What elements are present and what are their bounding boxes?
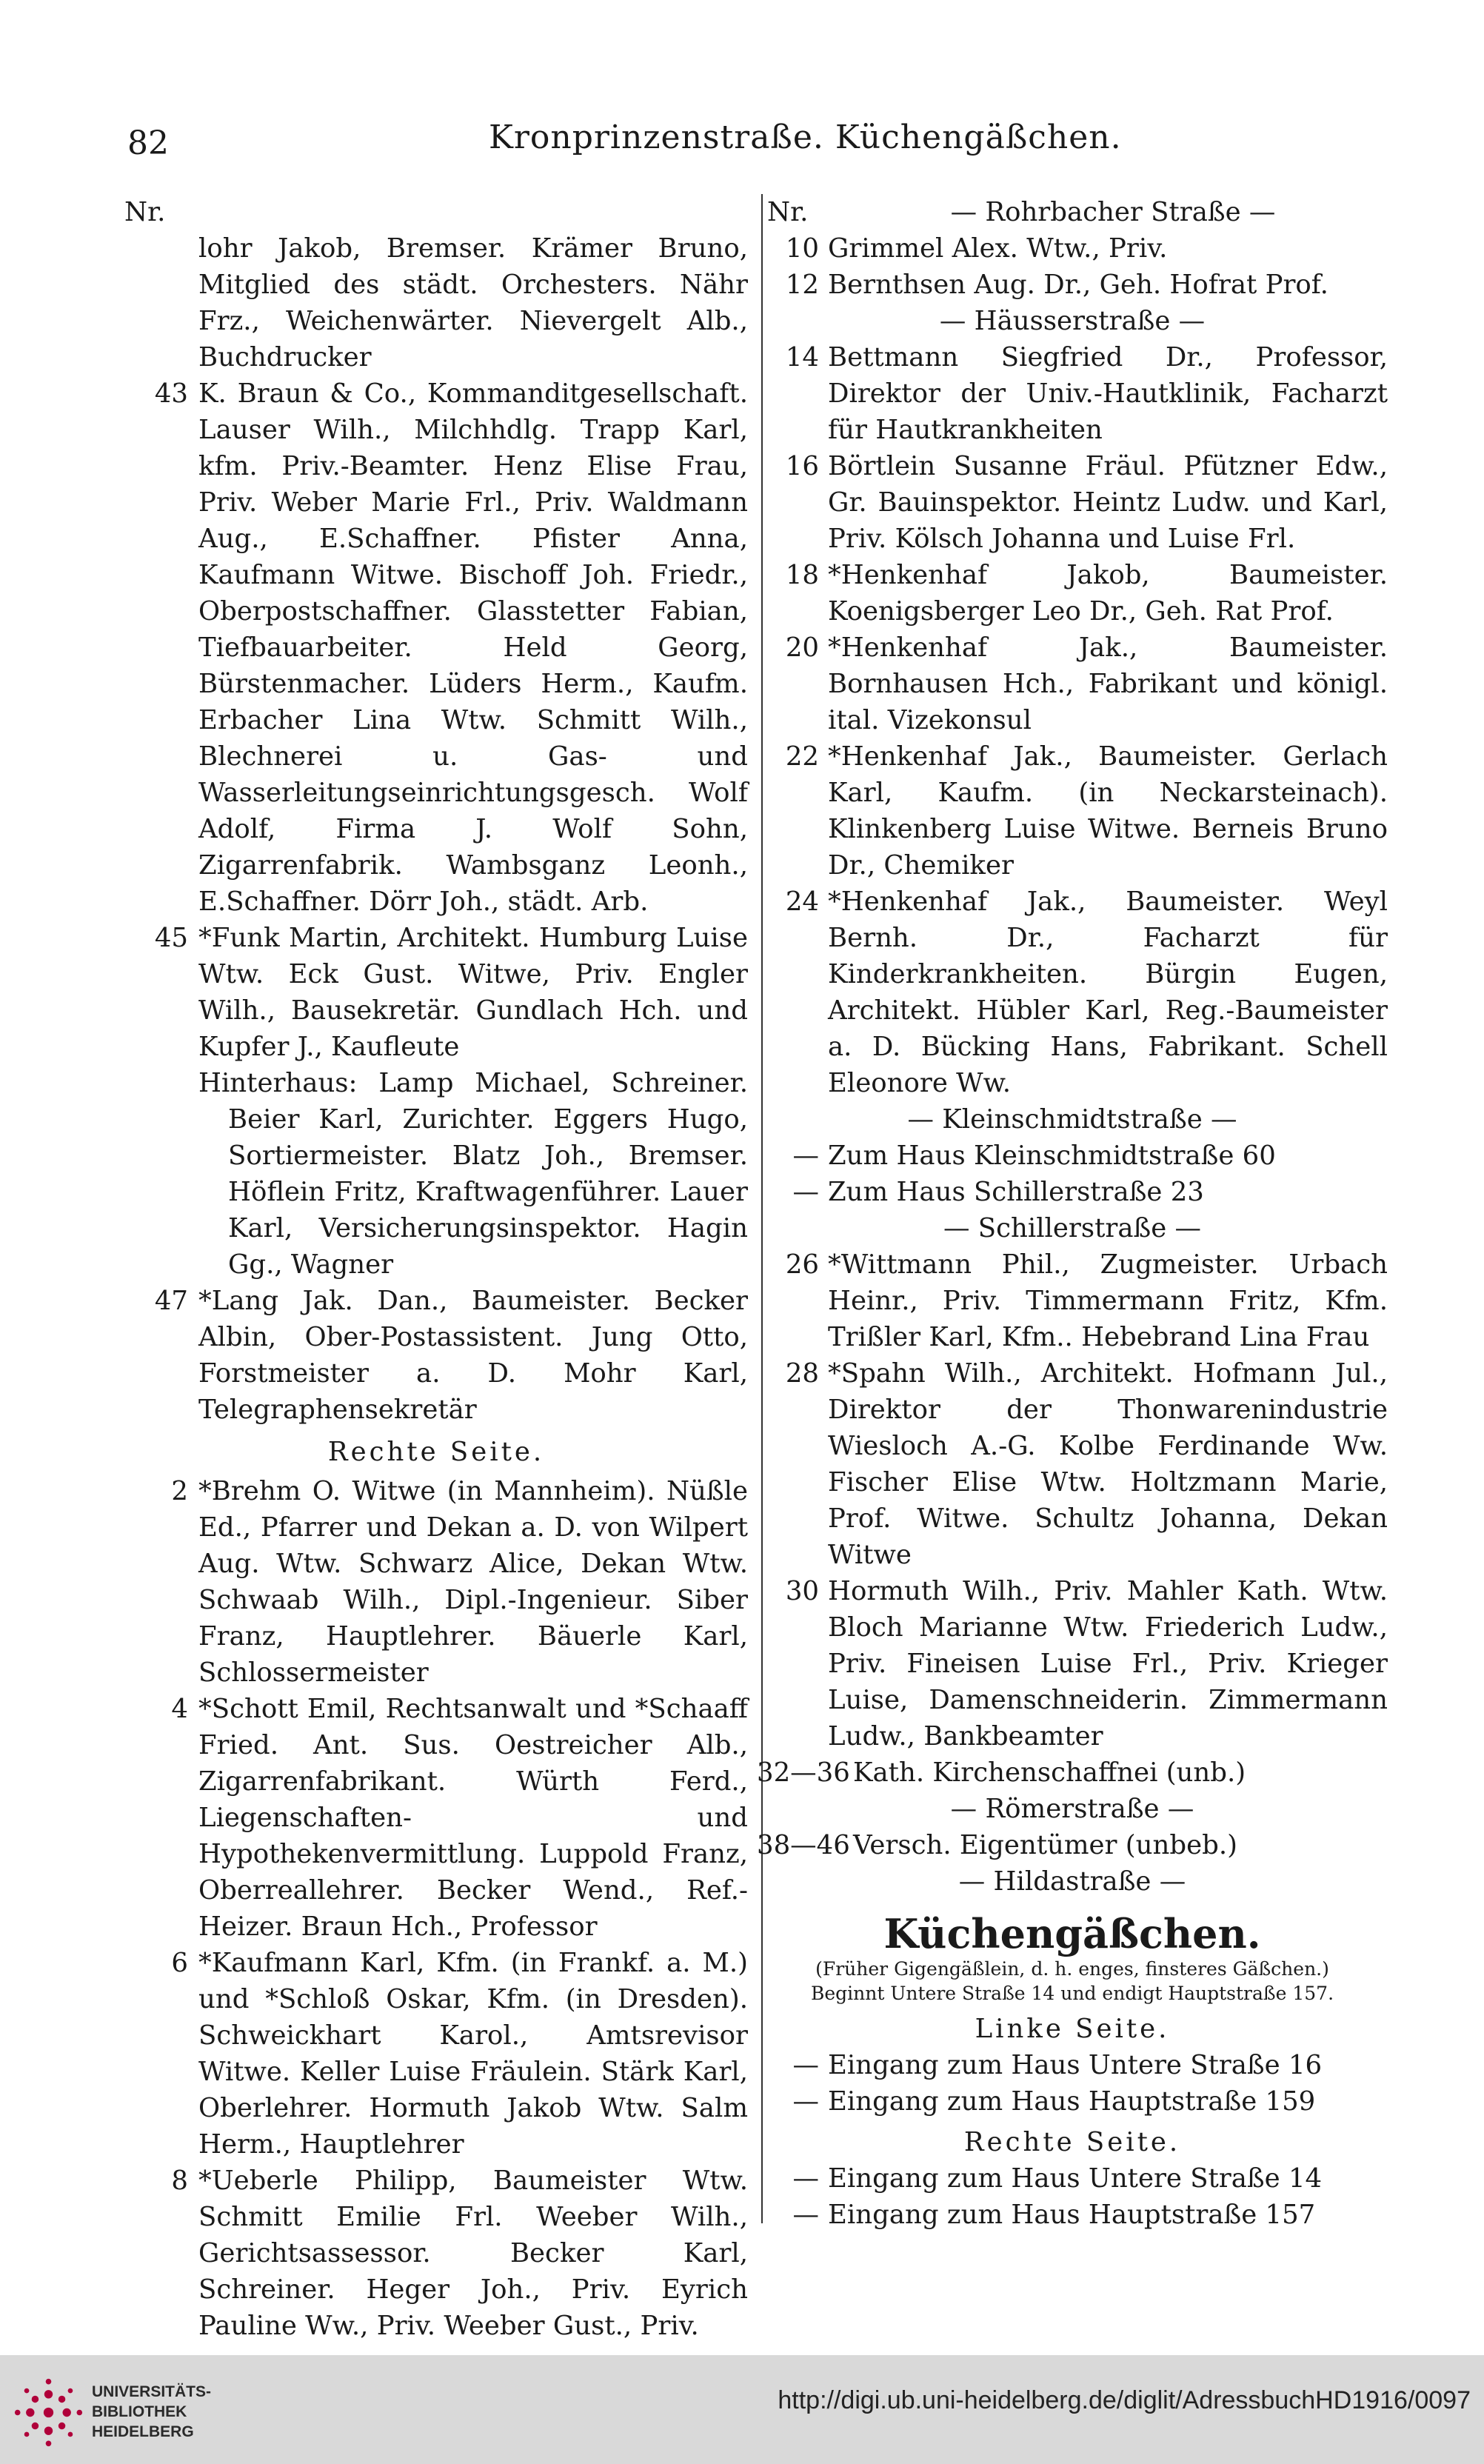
address-entry	[757, 1754, 1388, 1791]
street-heading: — Hildastraße —	[958, 1866, 1186, 1897]
street-heading: — Römerstraße —	[950, 1794, 1194, 1824]
resident-text: *Brehm O. Witwe (in Mannheim). Nüßle Ed., Pfarrer und Dekan a. D. von Wilpert Aug. Wtw. Schwarz Alice, Dekan Wtw. Schwaab Wilh., Dipl.-Ingenieur. Siber Franz, Hauptlehrer. Bäuerle Karl, Schlossermeister	[198, 1476, 748, 1688]
section-heading-rechte-seite: Rechte Seite.	[327, 1437, 545, 1467]
house-reference	[757, 2047, 1388, 2083]
footer-bar	[0, 2355, 1484, 2464]
house-number: 26	[785, 1249, 819, 1280]
left-side-references	[757, 2047, 1388, 2120]
house-number: 38—46	[757, 1830, 850, 1860]
house-number: 12	[785, 270, 819, 300]
resident-text: Zum Haus Schillerstraße 23	[828, 1177, 1204, 1207]
resident-text: Eingang zum Haus Untere Straße 16	[828, 2050, 1323, 2080]
address-entry	[124, 375, 748, 920]
house-number: 8	[171, 2166, 188, 2196]
house-reference	[757, 1174, 1388, 1210]
house-number: —	[792, 2086, 819, 2117]
left-entries	[124, 230, 748, 1428]
house-number: 22	[785, 741, 819, 772]
house-reference	[757, 2197, 1388, 2233]
address-entry	[124, 1065, 748, 1283]
address-entry	[757, 1573, 1388, 1754]
house-number: 43	[154, 378, 188, 409]
resident-text: lohr Jakob, Bremser. Krämer Bruno, Mitglied des städt. Orchesters. Nähr Frz., Weichenwärter. Nievergelt Alb., Buchdrucker	[198, 233, 748, 373]
resident-text: *Henkenhaf Jakob, Baumeister. Koenigsberger Leo Dr., Geh. Rat Prof.	[828, 560, 1388, 627]
resident-text: Eingang zum Haus Untere Straße 14	[828, 2163, 1323, 2194]
university-library-logo-icon	[13, 2377, 84, 2448]
house-reference	[757, 2160, 1388, 2197]
left-column	[124, 194, 748, 2344]
house-number: —	[792, 2050, 819, 2080]
right-entries	[757, 230, 1388, 303]
house-number	[124, 1065, 198, 1283]
resident-text: *Henkenhaf Jak., Baumeister. Weyl Bernh. Dr., Facharzt für Kinderkrankheiten. Bürgin Eugen, Architekt. Hübler Karl, Reg.-Baumeister a. D. Bücking Hans, Fabrikant. Schell Eleonore Ww.	[828, 887, 1388, 1098]
street-heading: — Häusserstraße —	[939, 306, 1206, 336]
house-number: 47	[154, 1286, 188, 1316]
address-entry	[757, 1827, 1388, 1863]
section-heading-linke-seite: Linke Seite.	[975, 2014, 1170, 2044]
resident-text: Grimmel Alex. Wtw., Priv.	[828, 233, 1168, 264]
address-entry	[124, 1945, 748, 2163]
resident-text: *Ueberle Philipp, Baumeister Wtw. Schmitt Emilie Frl. Weeber Wilh., Gerichtsassessor. Becker Karl, Schreiner. Heger Joh., Priv. Eyrich Pauline Ww., Priv. Weeber Gust., Priv.	[198, 2166, 748, 2341]
address-entry	[124, 1473, 748, 1691]
address-entry	[757, 267, 1388, 303]
resident-text: Hinterhaus: Lamp Michael, Schreiner. Beier Karl, Zurichter. Eggers Hugo, Sortiermeister. Blatz Joh., Bremser. Höflein Fritz, Kraftwagenführer. Lauer Karl, Versicherungsinspektor. Hagin Gg., Wagner	[198, 1068, 748, 1280]
house-reference	[757, 1138, 1388, 1174]
resident-text: *Spahn Wilh., Architekt. Hofmann Jul., Direktor der Thonwarenindustrie Wiesloch A.-G. Kolbe Ferdinande Ww. Fischer Elise Wtw. Holtzmann Marie, Prof. Witwe. Schultz Johanna, Dekan Witwe	[828, 1358, 1388, 1570]
street-heading: — Kleinschmidtstraße —	[907, 1104, 1237, 1135]
resident-text: *Kaufmann Karl, Kfm. (in Frankf. a. M.) und *Schloß Oskar, Kfm. (in Dresden). Schweickhart Karol., Amtsrevisor Witwe. Keller Luise Fräulein. Stärk Karl, Oberlehrer. Hormuth Jakob Wtw. Salm Herm., Hauptlehrer	[198, 1948, 748, 2160]
address-entry	[757, 557, 1388, 630]
house-number: 20	[785, 632, 819, 663]
right-column	[757, 194, 1388, 2233]
resident-text: Bernthsen Aug. Dr., Geh. Hofrat Prof.	[828, 270, 1328, 300]
resident-text: *Henkenhaf Jak., Baumeister. Bornhausen Hch., Fabrikant und königl. ital. Vizekonsul	[828, 632, 1388, 735]
resident-text: K. Braun & Co., Kommanditgesellschaft. Lauser Wilh., Milchhdlg. Trapp Karl, kfm. Priv.-Beamter. Henz Elise Frau, Priv. Weber Marie Frl., Priv. Waldmann Aug., E.Schaffner. Pfister Anna, Kaufmann Witwe. Bischoff Joh. Friedr., Oberpostschaffner. Glasstetter Fabian, Tiefbauarbeiter. Held Georg, Bürstenmacher. Lüders Herm., Kaufm. Erbacher Lina Wtw. Schmitt Wilh., Blechnerei u. Gas- und Wasserleitungseinrichtungsgesch. Wolf Adolf, Firma J. Wolf Sohn, Zigarrenfabrik. Wambsganz Leonh., E.Schaffner. Dörr Joh., städt. Arb.	[198, 378, 748, 917]
address-entry	[757, 884, 1388, 1101]
right-entries	[757, 339, 1388, 1101]
address-entry	[124, 1283, 748, 1428]
house-number: 2	[171, 1476, 188, 1506]
resident-text: Versch. Eigentümer (unbeb.)	[853, 1830, 1237, 1860]
right-side-references	[757, 2160, 1388, 2233]
resident-text: *Funk Martin, Architekt. Humburg Luise Wtw. Eck Gust. Witwe, Priv. Engler Wilh., Bausekretär. Gundlach Hch. und Kupfer J., Kaufleute	[198, 923, 748, 1062]
house-number: 4	[171, 1694, 188, 1724]
address-entry	[757, 630, 1388, 738]
resident-text: Bettmann Siegfried Dr., Professor, Direktor der Univ.-Hautklinik, Facharzt für Hautkrankheiten	[828, 342, 1388, 445]
house-number: 18	[785, 560, 819, 590]
address-entry	[757, 448, 1388, 557]
right-column-header	[757, 194, 1388, 230]
left-entries-right-side	[124, 1473, 748, 2344]
resident-text: *Schott Emil, Rechtsanwalt und *Schaaff Fried. Ant. Sus. Oestreicher Alb., Zigarrenfabrikant. Würth Ferd., Liegenschaften- und Hypothekenvermittlung. Luppold Franz, Oberreallehrer. Becker Wend., Ref.-Heizer. Braun Hch., Professor	[198, 1694, 748, 1942]
address-entry	[757, 1246, 1388, 1355]
resident-text: Zum Haus Kleinschmidtstraße 60	[828, 1141, 1276, 1171]
house-number	[124, 230, 198, 375]
resident-text: Eingang zum Haus Hauptstraße 157	[828, 2200, 1316, 2230]
address-entry	[124, 1691, 748, 1945]
nr-heading: Nr.	[124, 197, 166, 227]
street-heading: — Rohrbacher Straße —	[950, 197, 1276, 227]
address-entry	[757, 230, 1388, 267]
source-url[interactable]: http://digi.ub.uni-heidelberg.de/diglit/AdressbuchHD1916/0097	[778, 2386, 1471, 2414]
house-number: —	[792, 1141, 819, 1171]
right-entries	[757, 1246, 1388, 1791]
address-entry	[757, 339, 1388, 448]
library-name: UNIVERSITÄTS- BIBLIOTHEK HEIDELBERG	[92, 2383, 212, 2440]
house-number: 10	[785, 233, 819, 264]
street-title: Küchengäßchen.	[883, 1910, 1261, 1957]
house-reference	[757, 2083, 1388, 2120]
resident-text: *Wittmann Phil., Zugmeister. Urbach Heinr., Priv. Timmermann Fritz, Kfm. Trißler Karl, Kfm.. Hebebrand Lina Frau	[828, 1249, 1388, 1352]
resident-text: Hormuth Wilh., Priv. Mahler Kath. Wtw. Bloch Marianne Wtw. Friederich Ludw., Priv. Fineisen Luise Frl., Priv. Krieger Luise, Damenschneiderin. Zimmermann Ludw., Bankbeamter	[828, 1576, 1388, 1752]
address-entry	[757, 738, 1388, 884]
house-number: —	[792, 2163, 819, 2194]
house-number: 6	[171, 1948, 188, 1978]
house-number: 45	[154, 923, 188, 953]
resident-text: *Henkenhaf Jak., Baumeister. Gerlach Karl, Kaufm. (in Neckarsteinach). Klinkenberg Luise Witwe. Berneis Bruno Dr., Chemiker	[828, 741, 1388, 881]
right-references	[757, 1138, 1388, 1210]
house-number: 24	[785, 887, 819, 917]
street-heading: — Schillerstraße —	[943, 1213, 1201, 1243]
house-number: 28	[785, 1358, 819, 1389]
street-note: (Früher Gigengäßlein, d. h. enges, finsteres Gäßchen.)	[815, 1958, 1329, 1980]
address-entry	[124, 2163, 748, 2344]
page-number: 82	[127, 124, 169, 162]
house-number: 14	[785, 342, 819, 373]
resident-text: Börtlein Susanne Fräul. Pfützner Edw., Gr. Bauinspektor. Heintz Ludw. und Karl, Priv. Kölsch Johanna und Luise Frl.	[828, 451, 1388, 554]
address-entry	[124, 230, 748, 375]
house-number: 30	[785, 1576, 819, 1606]
street-range: Beginnt Untere Straße 14 und endigt Hauptstraße 157.	[810, 1983, 1334, 2004]
house-number: —	[792, 2200, 819, 2230]
nr-heading: Nr.	[767, 197, 809, 227]
resident-text: Kath. Kirchenschaffnei (unb.)	[853, 1757, 1246, 1788]
resident-text: Eingang zum Haus Hauptstraße 159	[828, 2086, 1316, 2117]
resident-text: *Lang Jak. Dan., Baumeister. Becker Albin, Ober-Postassistent. Jung Otto, Forstmeister a. D. Mohr Karl, Telegraphensekretär	[198, 1286, 748, 1425]
right-entries	[757, 1827, 1388, 1863]
house-number: 32—36	[757, 1757, 850, 1788]
address-entry	[757, 1355, 1388, 1573]
running-head: Kronprinzenstraße. Küchengäßchen.	[489, 118, 1122, 156]
house-number: 16	[785, 451, 819, 481]
address-entry	[124, 920, 748, 1065]
house-number: —	[792, 1177, 819, 1207]
section-heading-rechte-seite: Rechte Seite.	[963, 2127, 1181, 2157]
